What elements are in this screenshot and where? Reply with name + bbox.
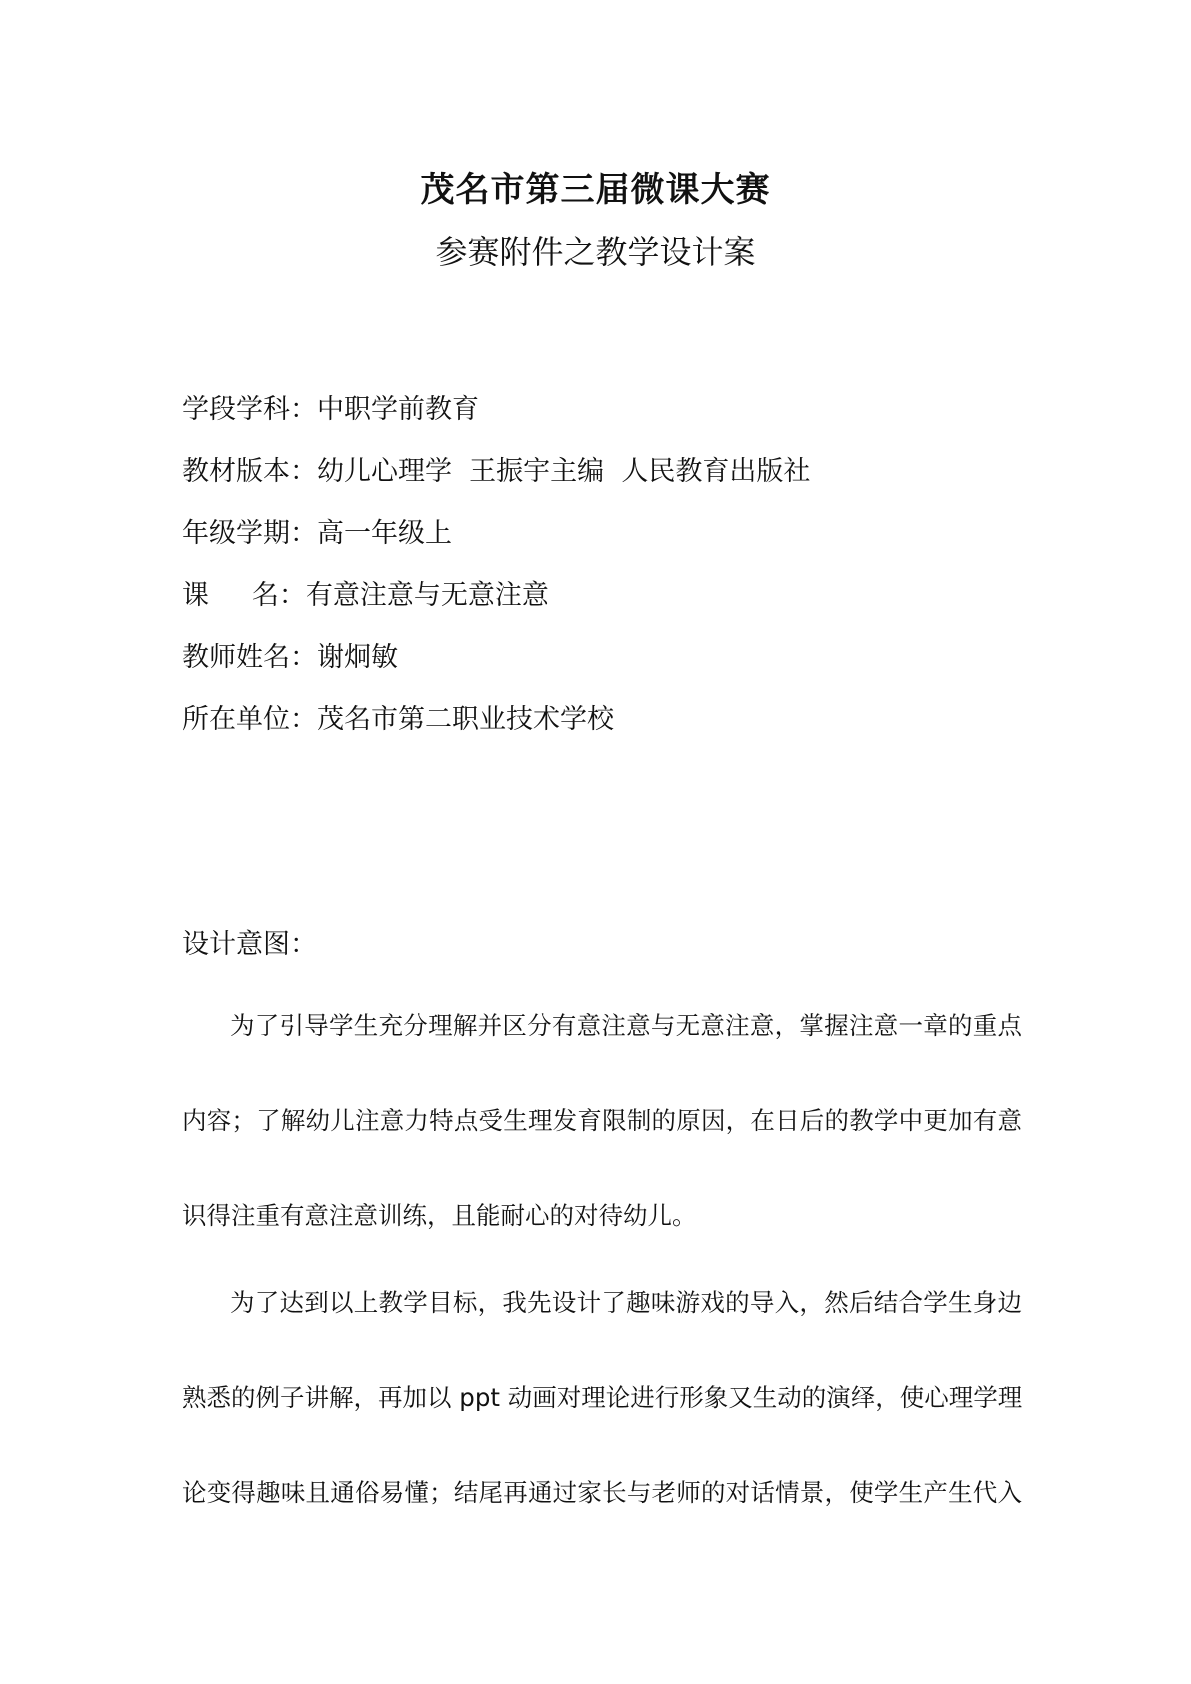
info-label: 学段学科： <box>182 394 317 425</box>
info-row-subject <box>182 390 1062 430</box>
paragraph-line: 识得注重有意注意训练，且能耐心的对待幼儿。 <box>182 1201 697 1230</box>
paragraph-line: 熟悉的例子讲解，再加以 ppt 动画对理论进行形象又生动的演绎，使心理学理 <box>182 1383 1023 1412</box>
info-value: 中职学前教育 <box>317 394 479 425</box>
paragraph-line: 为了引导学生充分理解并区分有意注意与无意注意，掌握注意一章的重点 <box>230 1011 1022 1040</box>
info-label: 教师姓名： <box>182 642 317 673</box>
info-value: 幼儿心理学 王振宇主编 人民教育出版社 <box>317 456 811 487</box>
paragraph-line: 为了达到以上教学目标，我先设计了趣味游戏的导入，然后结合学生身边 <box>230 1288 1022 1317</box>
document-subtitle: 参赛附件之教学设计案 <box>435 233 756 271</box>
info-value: 谢炯敏 <box>317 642 398 673</box>
paragraph-line: 论变得趣味且通俗易懂；结尾再通过家长与老师的对话情景，使学生产生代入 <box>182 1478 1022 1507</box>
info-value: 高一年级上 <box>317 518 452 549</box>
info-label: 所在单位： <box>182 704 317 735</box>
info-row-grade <box>182 514 1062 554</box>
design-intent-heading: 设计意图： <box>182 929 317 960</box>
info-label: 年级学期： <box>182 518 317 549</box>
info-row-course <box>182 576 1062 616</box>
info-value: 茂名市第二职业技术学校 <box>317 704 614 735</box>
info-value: 有意注意与无意注意 <box>305 580 549 611</box>
paragraph-line: 内容；了解幼儿注意力特点受生理发育限制的原因，在日后的教学中更加有意 <box>182 1106 1022 1135</box>
info-row-teacher <box>182 638 1062 678</box>
info-label: 教材版本： <box>182 456 317 487</box>
info-row-textbook <box>182 452 1062 492</box>
info-row-school <box>182 700 1062 740</box>
document-title: 茂名市第三届微课大赛 <box>420 170 771 210</box>
info-label: 课 名： <box>182 580 306 611</box>
